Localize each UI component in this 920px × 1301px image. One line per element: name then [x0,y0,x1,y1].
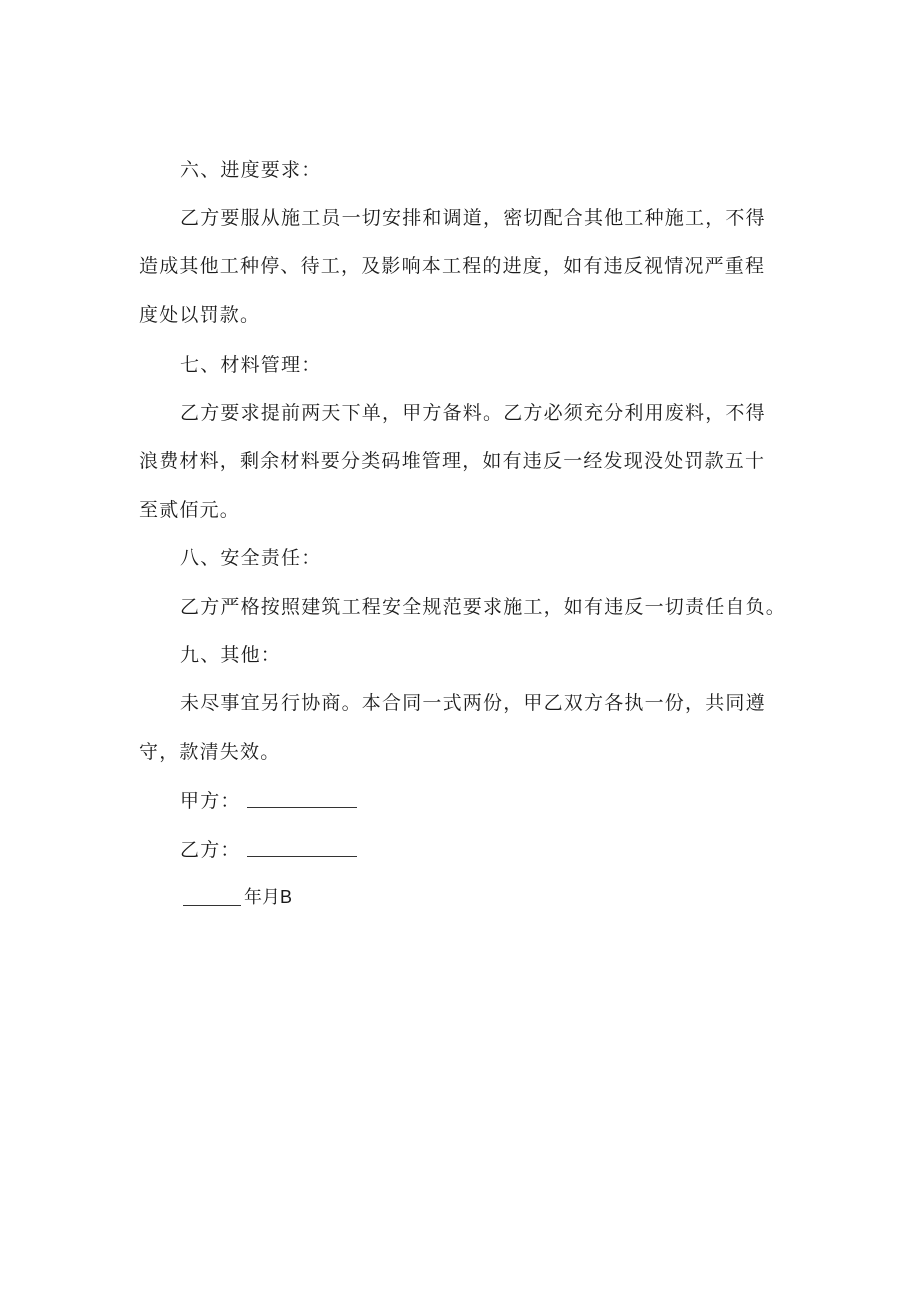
paragraph-line: 乙方要求提前两天下单，甲方备料。乙方必须充分利用废料，不得 [180,402,766,424]
party-a-label: 甲方： [180,790,241,812]
paragraph-line: 未尽事宜另行协商。本合同一式两份，甲乙双方各执一份，共同遵 [180,692,766,714]
paragraph-line: 守，款清失效。 [139,741,281,763]
paragraph-line: 度处以罚款。 [139,304,261,326]
party-b-signature-line [247,856,357,857]
party-b-label: 乙方： [180,839,241,861]
paragraph-line: 乙方要服从施工员一切安排和调道，密切配合其他工种施工，不得 [180,207,766,229]
paragraph-line: 造成其他工种停、待工，及影响本工程的进度，如有违反视情况严重程 [139,255,766,277]
paragraph-line: 乙方严格按照建筑工程安全规范要求施工，如有违反一切责任自负。 [180,596,787,618]
section-heading-materials: 七、材料管理： [180,354,322,376]
paragraph-line: 至贰佰元。 [139,499,241,521]
paragraph-line: 浪费材料，剩余材料要分类码堆管理，如有违反一经发现没处罚款五十 [139,450,766,472]
date-blank-line [183,905,241,906]
party-a-signature-line [247,807,357,808]
section-heading-safety: 八、安全责任： [180,547,322,569]
section-heading-other: 九、其他： [180,644,282,666]
date-label: 年月B [244,887,293,907]
section-heading-progress: 六、进度要求： [180,159,322,181]
